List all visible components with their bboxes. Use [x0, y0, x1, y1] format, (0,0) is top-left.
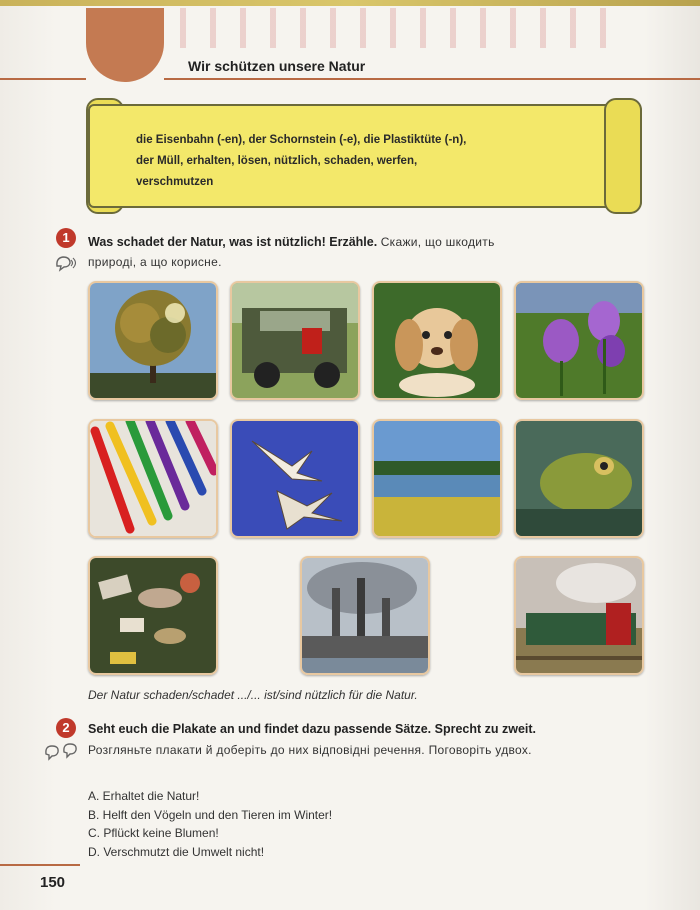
task1-ukrainian-cont: природі, а що корисне. [88, 255, 222, 269]
header-rule-right [164, 78, 700, 80]
speech-icon [54, 254, 76, 276]
photo-train [514, 556, 644, 675]
scroll-right-curl [604, 98, 642, 214]
photo-pencils [88, 419, 218, 538]
photo-flowers [514, 281, 644, 400]
task1-text [88, 232, 633, 272]
photo-lake [372, 419, 502, 538]
page-number: 150 [40, 874, 66, 891]
chapter-tab [86, 8, 164, 82]
pair-talk-icon [44, 742, 78, 766]
vocabulary-line: verschmutzen [136, 176, 214, 188]
photo-tree [88, 281, 218, 400]
vocabulary-line: der Müll, erhalten, lösen, nützlich, schaden, werfen, [136, 155, 418, 167]
slogan-item: A. Erhaltet die Natur! [88, 789, 200, 803]
task2-german: Seht euch die Plakate an und findet dazu passende Sätze. Sprecht zu zweit. [88, 722, 537, 736]
task1-caption: Der Natur schaden/schadet .../... ist/sind nützlich für die Natur. [88, 688, 418, 702]
task1-german: Was schadet der Natur, was ist nützlich! Erzähle. [88, 235, 378, 249]
task-number-badge: 2 [56, 718, 76, 738]
vocabulary-text [136, 130, 606, 193]
photo-dog [372, 281, 502, 400]
photo-truck [230, 281, 360, 400]
task2-ukrainian: Розгляньте плакати й доберіть до них відповідні речення. Поговоріть удвох. [88, 743, 532, 757]
task1-ukrainian: Скажи, що шкодить [380, 235, 495, 249]
photo-garbage [88, 556, 218, 675]
footer-rule [0, 864, 80, 866]
vocabulary-line: die Eisenbahn (-en), der Schornstein (-e), die Plastiktüte (-n), [136, 134, 467, 146]
slogan-list [88, 787, 332, 861]
photo-birds [230, 419, 360, 538]
slogan-item: D. Verschmutzt die Umwelt nicht! [88, 844, 265, 859]
bleed-through [150, 8, 610, 48]
top-border [0, 0, 700, 6]
page-title: Wir schützen unsere Natur [188, 58, 366, 74]
slogan-item: C. Pflückt keine Blumen! [88, 826, 219, 840]
photo-frog [514, 419, 644, 538]
task-number-badge: 1 [56, 228, 76, 248]
header-rule-left [0, 78, 86, 80]
slogan-item: B. Helft den Vögeln und den Tieren im Winter! [88, 807, 333, 822]
photo-factory [300, 556, 430, 675]
